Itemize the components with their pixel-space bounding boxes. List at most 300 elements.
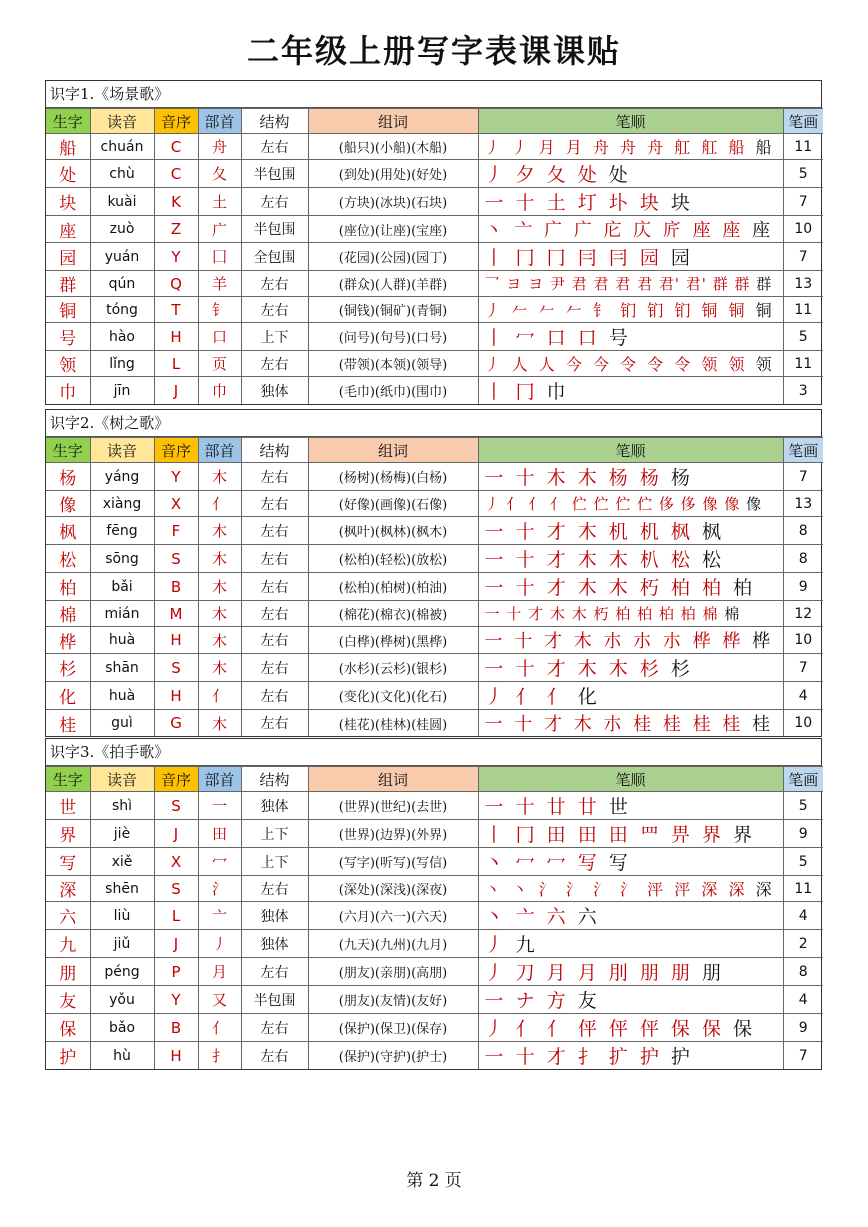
cell-radical: 木 xyxy=(198,710,241,737)
cell-strokes xyxy=(478,654,783,682)
cell-count: 9 xyxy=(783,573,823,601)
page-number: 第 2 页 xyxy=(406,1171,462,1191)
stroke-step: 冖 xyxy=(546,852,569,874)
cell-radical: 亻 xyxy=(198,682,241,710)
stroke-step: 座 xyxy=(692,220,714,241)
stroke-step: 今 xyxy=(565,355,585,374)
cell-structure: 左右 xyxy=(241,573,308,601)
stroke-step: 深 xyxy=(755,880,775,899)
cell-char: 巾 xyxy=(46,377,90,405)
cell-radical: 扌 xyxy=(198,1042,241,1070)
cell-words: (世界)(世纪)(去世) xyxy=(308,792,478,820)
header-reading: 读音 xyxy=(90,767,154,792)
stroke-step: 夂 xyxy=(546,164,569,186)
table-row xyxy=(46,930,823,958)
cell-radical: 月 xyxy=(198,958,241,986)
cell-structure: 左右 xyxy=(241,351,308,377)
stroke-step: 钅 xyxy=(592,301,612,320)
stroke-step: 廿 xyxy=(546,796,569,818)
stroke-step: 田 xyxy=(546,824,569,846)
stroke-step: 今 xyxy=(592,355,612,374)
stroke-step: 像 xyxy=(746,495,763,513)
cell-structure: 左右 xyxy=(241,545,308,573)
cell-words: (花园)(公园)(园丁) xyxy=(308,243,478,271)
stroke-step: 丿 xyxy=(484,301,504,320)
stroke-step: 群 xyxy=(734,275,751,293)
stroke-step: ヨ xyxy=(528,275,545,293)
stroke-step: 六 xyxy=(577,906,600,928)
table-row xyxy=(46,654,823,682)
cell-radical: 口 xyxy=(198,323,241,351)
stroke-step: 畀 xyxy=(670,824,693,846)
stroke-step: 丿 xyxy=(484,1018,507,1040)
cell-char: 领 xyxy=(46,351,90,377)
stroke-step: 才 xyxy=(543,631,565,652)
stroke-step: 丿 xyxy=(484,355,504,374)
char-table xyxy=(46,766,823,1069)
stroke-step: 亻 xyxy=(549,495,566,513)
stroke-step: 才 xyxy=(546,1046,569,1068)
cell-order: C xyxy=(154,160,198,188)
stroke-step: 朋 xyxy=(670,962,693,984)
cell-radical: 木 xyxy=(198,601,241,627)
stroke-step: 木 xyxy=(549,605,566,623)
cell-strokes xyxy=(478,377,783,405)
stroke-step: 君 xyxy=(571,275,588,293)
stroke-step: 十 xyxy=(515,577,538,599)
stroke-step: 十 xyxy=(514,714,536,735)
cell-strokes xyxy=(478,1042,783,1070)
cell-char: 处 xyxy=(46,160,90,188)
stroke-step: 氵 xyxy=(620,880,640,899)
cell-strokes xyxy=(478,627,783,654)
stroke-step: 君' xyxy=(658,275,680,293)
cell-strokes xyxy=(478,573,783,601)
stroke-step: 丶 xyxy=(511,880,531,899)
cell-count: 11 xyxy=(783,297,823,323)
table-row xyxy=(46,682,823,710)
stroke-step: 令 xyxy=(674,355,694,374)
stroke-step: 化 xyxy=(577,686,600,708)
cell-char: 化 xyxy=(46,682,90,710)
cell-structure: 上下 xyxy=(241,848,308,876)
section-caption: 识字3.《拍手歌》 xyxy=(46,739,821,766)
cell-radical: 亻 xyxy=(198,1014,241,1042)
cell-structure: 左右 xyxy=(241,1042,308,1070)
stroke-step: 丶 xyxy=(484,906,507,928)
table-row xyxy=(46,188,823,216)
table-row xyxy=(46,902,823,930)
header-count: 笔画 xyxy=(783,767,823,792)
stroke-step: 刀 xyxy=(515,962,538,984)
cell-char: 像 xyxy=(46,491,90,517)
header-structure: 结构 xyxy=(241,767,308,792)
cell-words: (变化)(文化)(化石) xyxy=(308,682,478,710)
cell-radical: 氵 xyxy=(198,876,241,902)
cell-count: 4 xyxy=(783,902,823,930)
table-row xyxy=(46,1014,823,1042)
stroke-step: 亻 xyxy=(546,686,569,708)
stroke-step: 才 xyxy=(546,549,569,571)
cell-char: 座 xyxy=(46,216,90,243)
cell-reading: sōng xyxy=(90,545,154,573)
header-radical: 部首 xyxy=(198,438,241,463)
table-row xyxy=(46,377,823,405)
cell-strokes xyxy=(478,902,783,930)
stroke-step: 伫 xyxy=(571,495,588,513)
stroke-step: 一 xyxy=(484,658,507,680)
cell-reading: xiě xyxy=(90,848,154,876)
cell-order: B xyxy=(154,1014,198,1042)
header-order: 音序 xyxy=(154,109,198,134)
stroke-step: 泙 xyxy=(647,880,667,899)
stroke-step: 方 xyxy=(546,990,569,1012)
header-reading: 读音 xyxy=(90,109,154,134)
cell-words: (六月)(六一)(六天) xyxy=(308,902,478,930)
stroke-step: 丿 xyxy=(511,138,531,157)
table-row xyxy=(46,986,823,1014)
cell-char: 护 xyxy=(46,1042,90,1070)
cell-order: H xyxy=(154,323,198,351)
cell-words: (九天)(九州)(九月) xyxy=(308,930,478,958)
stroke-step: 园 xyxy=(639,247,662,269)
cell-char: 九 xyxy=(46,930,90,958)
stroke-step: 巾 xyxy=(546,381,569,403)
cell-char: 棉 xyxy=(46,601,90,627)
cell-structure: 独体 xyxy=(241,930,308,958)
stroke-step: 柏 xyxy=(670,577,693,599)
cell-reading: jīn xyxy=(90,377,154,405)
cell-words: (写字)(听写)(写信) xyxy=(308,848,478,876)
stroke-step: 木 xyxy=(608,549,631,571)
stroke-step: 才 xyxy=(546,577,569,599)
stroke-step: 领 xyxy=(728,355,748,374)
cell-count: 5 xyxy=(783,792,823,820)
stroke-step: 保 xyxy=(701,1018,724,1040)
cell-order: L xyxy=(154,351,198,377)
stroke-step: 一 xyxy=(484,1046,507,1068)
header-radical: 部首 xyxy=(198,109,241,134)
stroke-step: 亠 xyxy=(515,906,538,928)
cell-words: (世界)(边界)(外界) xyxy=(308,820,478,848)
cell-char: 朋 xyxy=(46,958,90,986)
cell-strokes xyxy=(478,297,783,323)
stroke-step: 扌 xyxy=(577,1046,600,1068)
table-row xyxy=(46,627,823,654)
stroke-step: 舟 xyxy=(620,138,640,157)
cell-structure: 左右 xyxy=(241,627,308,654)
cell-reading: shēn xyxy=(90,876,154,902)
char-table xyxy=(46,108,823,404)
stroke-step: 口 xyxy=(577,327,600,349)
stroke-step: 刖 xyxy=(608,962,631,984)
table-row xyxy=(46,463,823,491)
cell-order: S xyxy=(154,876,198,902)
stroke-step: 十 xyxy=(514,631,536,652)
stroke-step: 丿 xyxy=(484,495,501,513)
cell-char: 世 xyxy=(46,792,90,820)
stroke-step: 一 xyxy=(484,990,507,1012)
cell-char: 铜 xyxy=(46,297,90,323)
cell-char: 杨 xyxy=(46,463,90,491)
stroke-step: 杨 xyxy=(670,467,693,489)
stroke-step: 一 xyxy=(484,631,506,652)
header-row xyxy=(46,109,823,134)
stroke-step: 块 xyxy=(670,192,693,214)
table-row xyxy=(46,1042,823,1070)
stroke-step: 𠂉 xyxy=(511,301,531,320)
cell-order: S xyxy=(154,792,198,820)
cell-words: (松柏)(柏树)(柏油) xyxy=(308,573,478,601)
stroke-step: 木 xyxy=(608,577,631,599)
stroke-step: 桦 xyxy=(752,631,774,652)
stroke-step: 十 xyxy=(506,605,523,623)
cell-words: (桂花)(桂林)(桂圆) xyxy=(308,710,478,737)
cell-char: 园 xyxy=(46,243,90,271)
stroke-step: 扩 xyxy=(608,1046,631,1068)
cell-count: 5 xyxy=(783,160,823,188)
cell-reading: guì xyxy=(90,710,154,737)
cell-structure: 半包围 xyxy=(241,216,308,243)
header-char: 生字 xyxy=(46,109,90,134)
cell-words: (松柏)(轻松)(放松) xyxy=(308,545,478,573)
cell-order: T xyxy=(154,297,198,323)
cell-structure: 左右 xyxy=(241,297,308,323)
cell-strokes xyxy=(478,958,783,986)
stroke-step: 月 xyxy=(577,962,600,984)
stroke-step: 铜 xyxy=(701,301,721,320)
cell-count: 5 xyxy=(783,848,823,876)
stroke-step: 世 xyxy=(608,796,631,818)
stroke-step: ナ xyxy=(515,990,538,1012)
cell-structure: 半包围 xyxy=(241,160,308,188)
stroke-step: 木 xyxy=(577,549,600,571)
cell-reading: tóng xyxy=(90,297,154,323)
stroke-step: 𠂉 xyxy=(565,301,585,320)
header-strokes: 笔顺 xyxy=(478,767,783,792)
cell-radical: 木 xyxy=(198,517,241,545)
cell-reading: shì xyxy=(90,792,154,820)
cell-strokes xyxy=(478,848,783,876)
cell-order: S xyxy=(154,654,198,682)
stroke-step: 柏 xyxy=(615,605,632,623)
cell-order: Y xyxy=(154,463,198,491)
cell-order: Y xyxy=(154,986,198,1014)
cell-order: J xyxy=(154,377,198,405)
cell-words: (棉花)(棉衣)(棉被) xyxy=(308,601,478,627)
stroke-step: 乛 xyxy=(484,275,501,293)
cell-order: Y xyxy=(154,243,198,271)
stroke-step: 桦 xyxy=(722,631,744,652)
stroke-step: 木 xyxy=(577,467,600,489)
cell-reading: jiè xyxy=(90,820,154,848)
stroke-step: 柏 xyxy=(701,577,724,599)
cell-radical: 舟 xyxy=(198,134,241,160)
stroke-step: 氵 xyxy=(592,880,612,899)
cell-reading: huà xyxy=(90,682,154,710)
stroke-step: 杨 xyxy=(639,467,662,489)
cell-order: J xyxy=(154,820,198,848)
stroke-step: 伫 xyxy=(637,495,654,513)
stroke-step: 广 xyxy=(543,220,565,241)
header-char: 生字 xyxy=(46,767,90,792)
stroke-step: 月 xyxy=(546,962,569,984)
stroke-step: 保 xyxy=(733,1018,756,1040)
cell-strokes xyxy=(478,986,783,1014)
cell-radical: 木 xyxy=(198,463,241,491)
cell-structure: 左右 xyxy=(241,1014,308,1042)
stroke-step: 亻 xyxy=(506,495,523,513)
stroke-step: 伫 xyxy=(615,495,632,513)
stroke-step: 人 xyxy=(538,355,558,374)
cell-radical: 囗 xyxy=(198,243,241,271)
cell-strokes xyxy=(478,1014,783,1042)
cell-reading: kuài xyxy=(90,188,154,216)
header-words: 组词 xyxy=(308,438,478,463)
stroke-step: 丿 xyxy=(484,962,507,984)
stroke-step: 群 xyxy=(756,275,773,293)
header-order: 音序 xyxy=(154,438,198,463)
stroke-step: 一 xyxy=(484,605,501,623)
stroke-step: 一 xyxy=(484,796,507,818)
header-words: 组词 xyxy=(308,767,478,792)
stroke-step: 冖 xyxy=(515,852,538,874)
stroke-step: 钔 xyxy=(674,301,694,320)
stroke-step: 人 xyxy=(511,355,531,374)
stroke-step: 友 xyxy=(577,990,600,1012)
stroke-step: 土 xyxy=(546,192,569,214)
cell-structure: 全包围 xyxy=(241,243,308,271)
table-row xyxy=(46,876,823,902)
stroke-step: 铜 xyxy=(728,301,748,320)
stroke-step: 棉 xyxy=(702,605,719,623)
cell-char: 块 xyxy=(46,188,90,216)
cell-char: 六 xyxy=(46,902,90,930)
stroke-step: 君 xyxy=(637,275,654,293)
table-row xyxy=(46,545,823,573)
cell-count: 7 xyxy=(783,243,823,271)
table-row xyxy=(46,491,823,517)
header-row xyxy=(46,438,823,463)
stroke-step: 领 xyxy=(701,355,721,374)
stroke-step: 朋 xyxy=(639,962,662,984)
stroke-step: 写 xyxy=(577,852,600,874)
cell-radical: 又 xyxy=(198,986,241,1014)
cell-strokes xyxy=(478,601,783,627)
cell-count: 5 xyxy=(783,323,823,351)
cell-words: (朋友)(友情)(友好) xyxy=(308,986,478,1014)
stroke-step: 侈 xyxy=(658,495,675,513)
stroke-step: 深 xyxy=(728,880,748,899)
table-row xyxy=(46,134,823,160)
stroke-step: 伻 xyxy=(639,1018,662,1040)
cell-reading: liù xyxy=(90,902,154,930)
cell-words: (船只)(小船)(木船) xyxy=(308,134,478,160)
cell-count: 10 xyxy=(783,216,823,243)
table-row xyxy=(46,160,823,188)
stroke-step: 像 xyxy=(724,495,741,513)
stroke-step: 木 xyxy=(577,658,600,680)
header-structure: 结构 xyxy=(241,438,308,463)
stroke-step: 丶 xyxy=(484,880,504,899)
cell-strokes xyxy=(478,930,783,958)
cell-strokes xyxy=(478,351,783,377)
cell-strokes xyxy=(478,463,783,491)
cell-structure: 上下 xyxy=(241,323,308,351)
cell-count: 13 xyxy=(783,271,823,297)
cell-radical: 广 xyxy=(198,216,241,243)
table-row xyxy=(46,243,823,271)
stroke-step: 丨 xyxy=(484,824,507,846)
stroke-step: 月 xyxy=(538,138,558,157)
cell-words: (保护)(守护)(护士) xyxy=(308,1042,478,1070)
cell-order: G xyxy=(154,710,198,737)
cell-strokes xyxy=(478,134,783,160)
stroke-step: 一 xyxy=(484,714,506,735)
cell-strokes xyxy=(478,188,783,216)
stroke-step: 领 xyxy=(755,355,775,374)
cell-order: B xyxy=(154,573,198,601)
stroke-step: 伻 xyxy=(577,1018,600,1040)
cell-order: M xyxy=(154,601,198,627)
stroke-step: 保 xyxy=(670,1018,693,1040)
stroke-step: 田 xyxy=(608,824,631,846)
cell-strokes xyxy=(478,216,783,243)
table-row xyxy=(46,820,823,848)
stroke-step: 处 xyxy=(608,164,631,186)
stroke-step: 氵 xyxy=(538,880,558,899)
stroke-step: 铜 xyxy=(755,301,775,320)
cell-structure: 独体 xyxy=(241,902,308,930)
table-row xyxy=(46,271,823,297)
stroke-step: 界 xyxy=(701,824,724,846)
table-row xyxy=(46,710,823,737)
stroke-step: 庍 xyxy=(662,220,684,241)
stroke-step: 冃 xyxy=(608,247,631,269)
cell-structure: 左右 xyxy=(241,271,308,297)
cell-structure: 独体 xyxy=(241,792,308,820)
cell-words: (毛巾)(纸巾)(围巾) xyxy=(308,377,478,405)
header-char: 生字 xyxy=(46,438,90,463)
cell-order: H xyxy=(154,1042,198,1070)
stroke-step: 座 xyxy=(752,220,774,241)
table-row xyxy=(46,601,823,627)
cell-char: 保 xyxy=(46,1014,90,1042)
cell-count: 4 xyxy=(783,986,823,1014)
stroke-step: 夕 xyxy=(515,164,538,186)
stroke-step: 一 xyxy=(484,521,507,543)
stroke-step: 钔 xyxy=(620,301,640,320)
cell-char: 船 xyxy=(46,134,90,160)
stroke-step: 朩 xyxy=(633,631,655,652)
cell-count: 13 xyxy=(783,491,823,517)
cell-order: L xyxy=(154,902,198,930)
stroke-step: 才 xyxy=(543,714,565,735)
stroke-step: 庀 xyxy=(603,220,625,241)
stroke-step: 亻 xyxy=(546,1018,569,1040)
cell-strokes xyxy=(478,491,783,517)
stroke-step: 君 xyxy=(615,275,632,293)
cell-strokes xyxy=(478,710,783,737)
cell-count: 10 xyxy=(783,710,823,737)
cell-words: (带领)(本领)(领导) xyxy=(308,351,478,377)
table-row xyxy=(46,216,823,243)
cell-structure: 左右 xyxy=(241,682,308,710)
stroke-step: 柏 xyxy=(658,605,675,623)
cell-radical: 钅 xyxy=(198,297,241,323)
cell-order: H xyxy=(154,682,198,710)
stroke-step: 亠 xyxy=(514,220,536,241)
